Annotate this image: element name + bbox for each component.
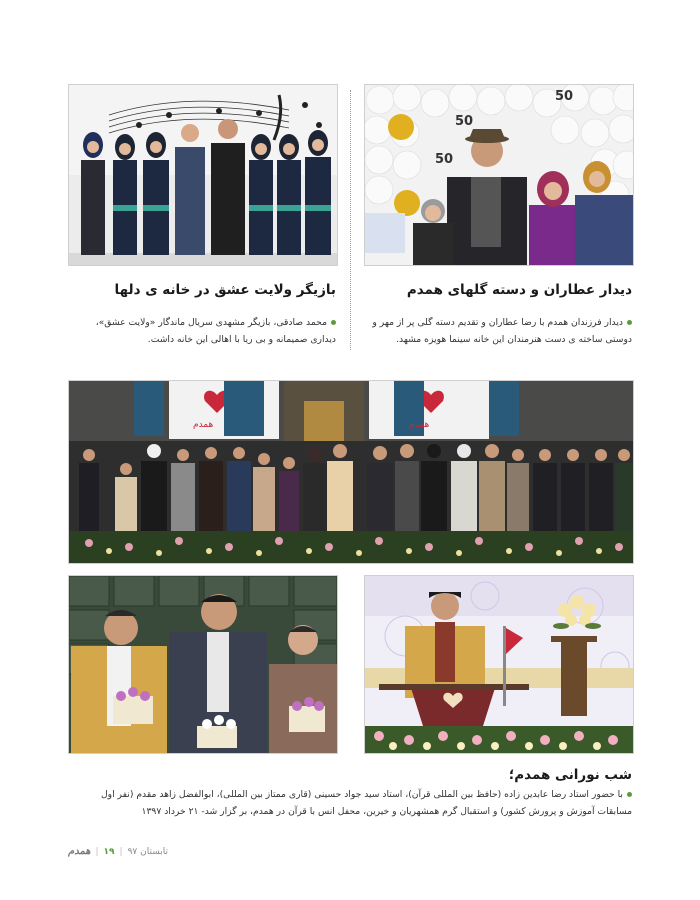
section-title-actor: بازیگر ولایت عشق در خانه ی دلها <box>114 282 336 298</box>
footer-separator-2: | <box>95 846 99 857</box>
banner-label: همدم <box>193 420 214 430</box>
bullet-dot <box>331 320 336 325</box>
photo-actor-visit <box>68 84 338 266</box>
caption-text: با حضور استاد رضا عابدین زاده (حافظ بین المللی قرآن)، استاد سید جواد حسینی (قاری ممتاز بین المللی)، ابوالفضل زاهد مقدم (نفر اول مسابقات آموزش و پرورش کشور) و استقبال گرم همشهریان و خیرین، محفل انس با قرآن در همدم، بر گزار شد- ۲۱ خرداد ۱۳۹۷ <box>100 789 632 817</box>
section-caption-quran-night <box>68 786 632 820</box>
balloon-50-label-2: 50 <box>555 89 574 104</box>
column-divider <box>350 90 352 350</box>
photo-stage-group <box>68 380 634 564</box>
caption-text: محمد صادقی، بازیگر مشهدی سریال ماندگار «ولایت عشق»، دیداری صمیمانه و بی ریا با اهالی این خانه داشت. <box>95 317 336 345</box>
section-caption-actor <box>68 314 336 348</box>
footer-separator: | <box>119 846 123 857</box>
page-footer <box>68 846 168 857</box>
page-number: ۱۹ <box>103 846 115 857</box>
bullet-dot <box>627 792 632 797</box>
photo-quran-honorees <box>68 575 338 754</box>
balloon-50-label-3: 50 <box>435 152 454 167</box>
balloon-50-label: 50 <box>455 114 474 129</box>
banner-label-2: همدم <box>409 420 430 430</box>
bullet-dot <box>627 320 632 325</box>
caption-text: دیدار فرزندان همدم با رضا عطاران و تقدیم دسته گلی پر از مهر و دوستی ساخته ی دست هنرمندان این خانه سینما هویزه مشهد. <box>372 317 632 345</box>
photo-attaran-visit <box>364 84 634 266</box>
footer-season: تابستان ۹۷ <box>127 846 168 857</box>
section-caption-attaran <box>364 314 632 348</box>
magazine-logo: همدم <box>68 846 91 857</box>
section-title-attaran: دیدار عطاران و دسته گلهای همدم <box>406 282 632 298</box>
photo-quran-reciter <box>364 575 634 754</box>
section-title-quran-night: شب نورانی همدم؛ <box>508 767 632 783</box>
